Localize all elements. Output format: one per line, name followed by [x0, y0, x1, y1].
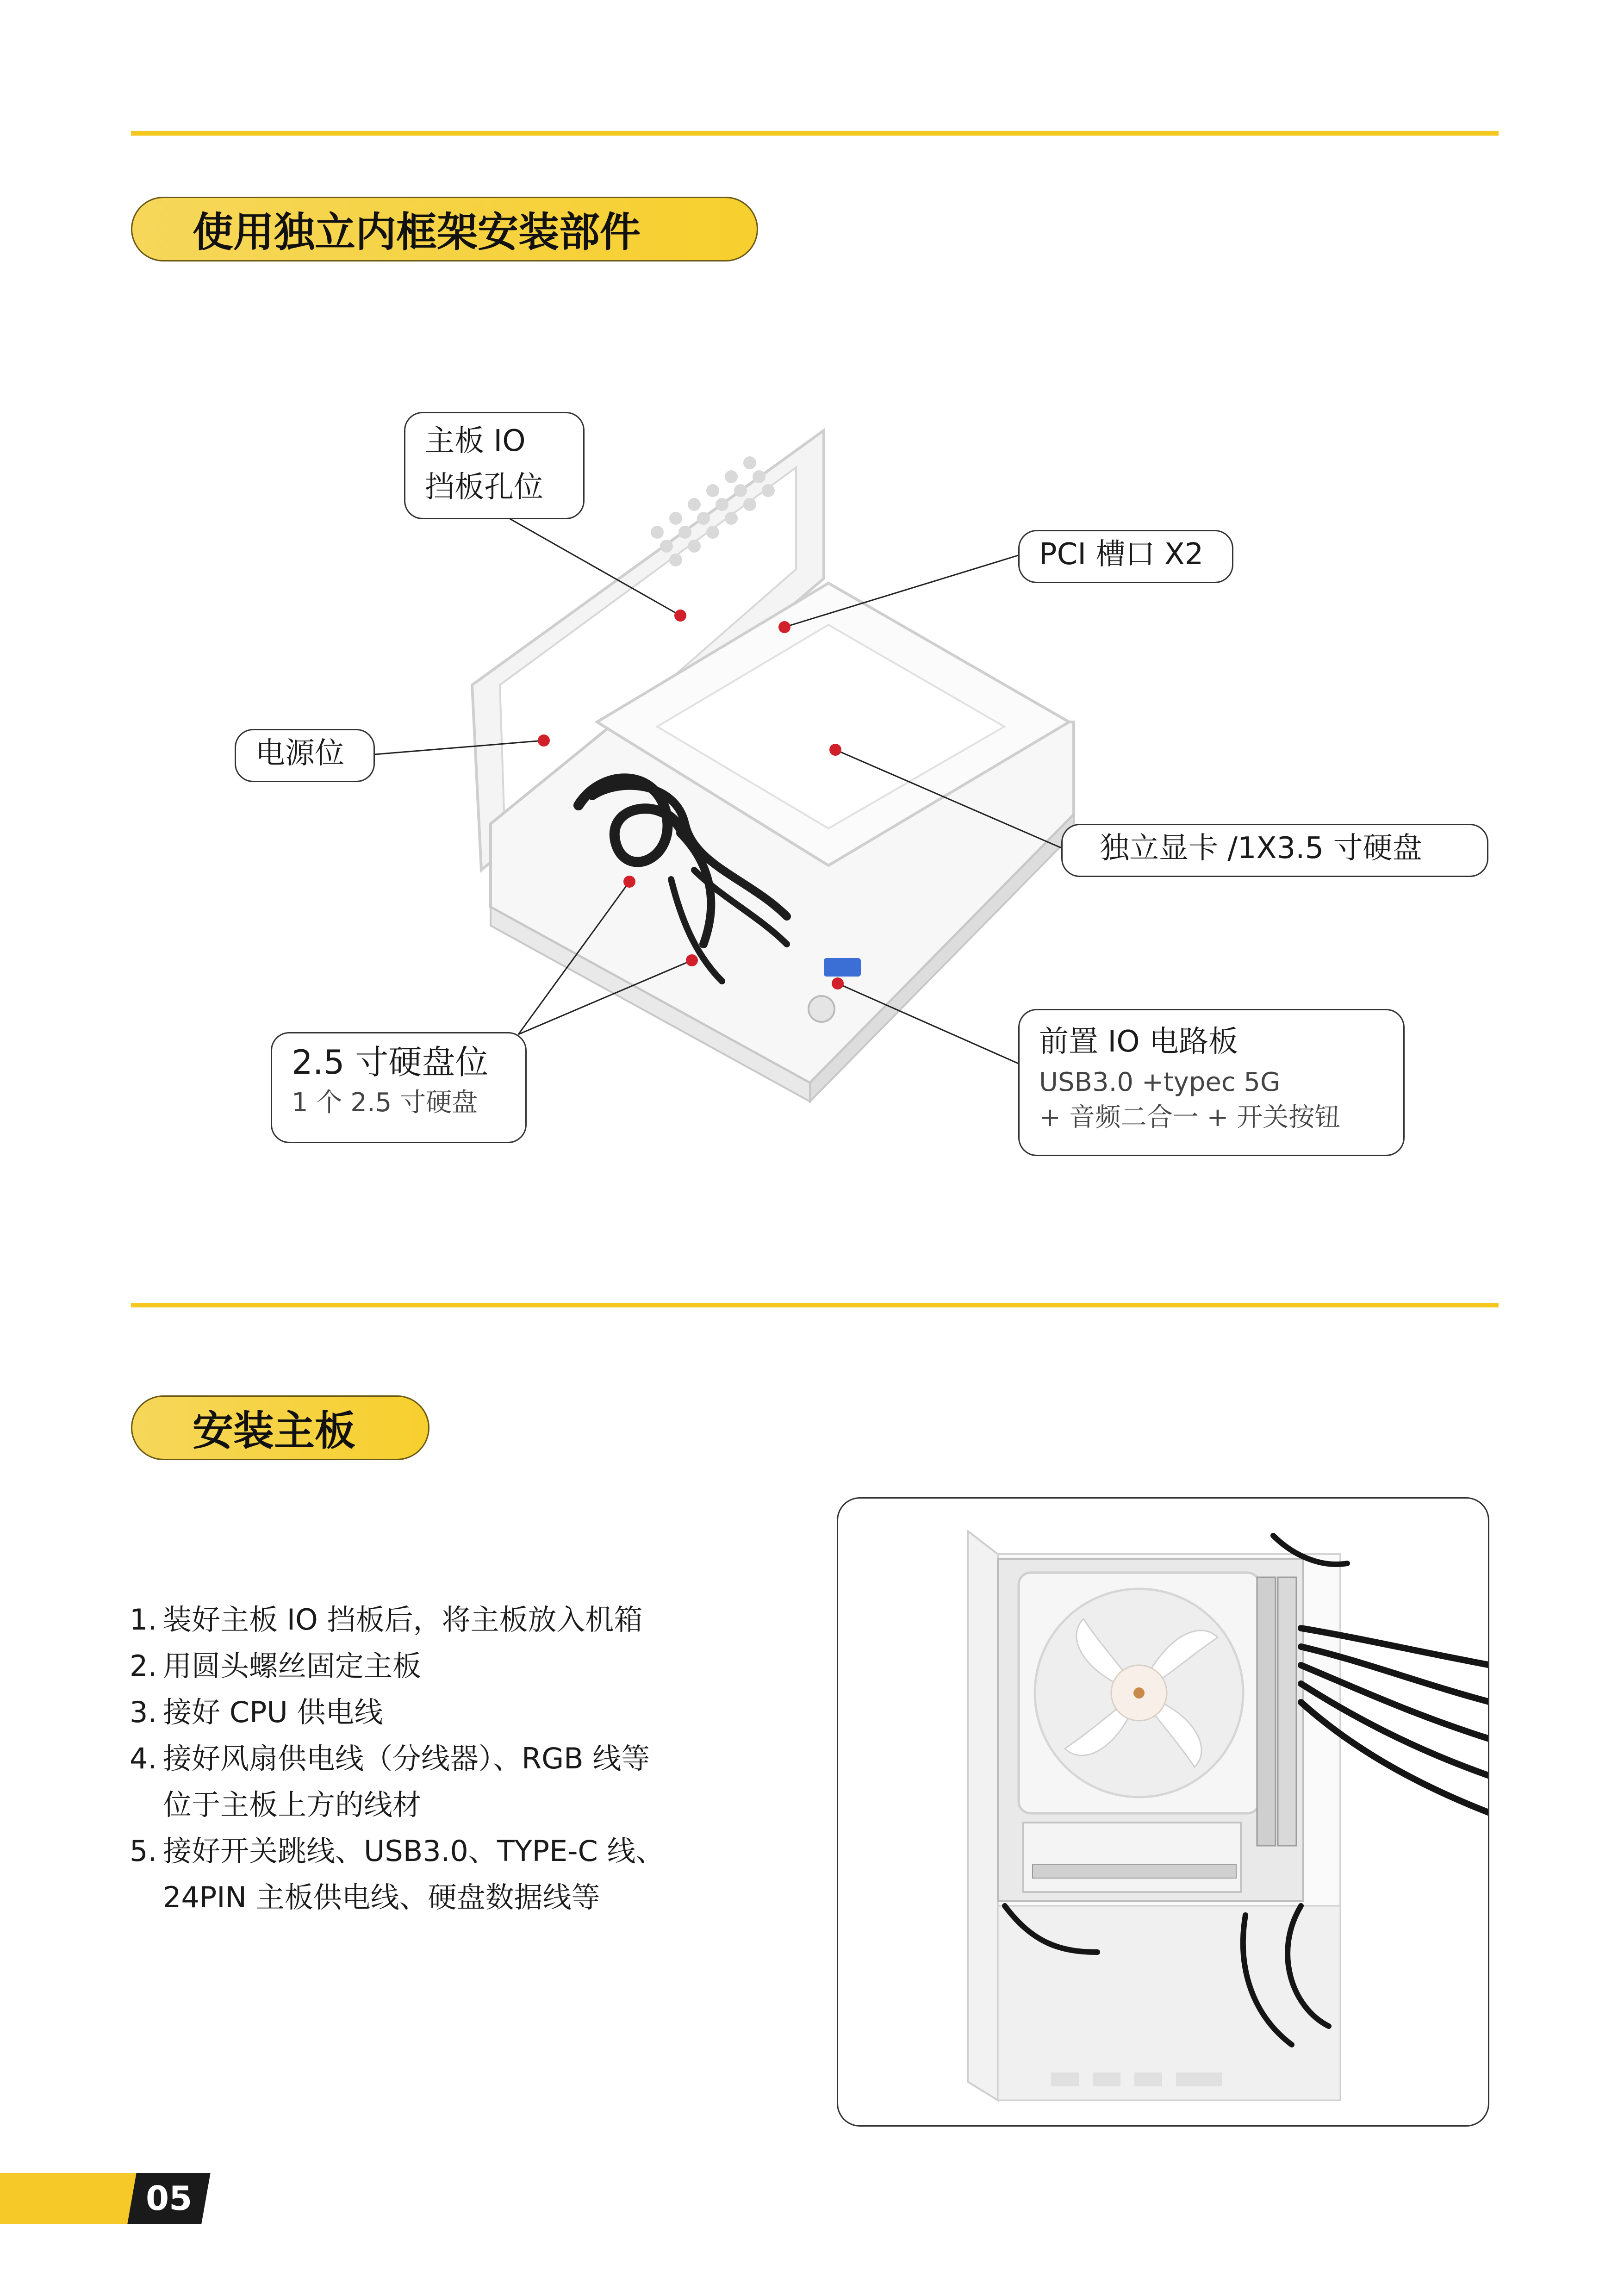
- marker-front-io: [832, 977, 844, 989]
- callout-io-shield-line1: 主板 IO: [425, 424, 526, 458]
- step-item: 4. 接好风扇供电线（分线器）、RGB 线等: [130, 1742, 650, 1775]
- callout-front-io-title: 前置 IO 电路板: [1039, 1025, 1238, 1059]
- step-item-continuation: 24PIN 主板供电线、硬盘数据线等: [163, 1880, 600, 1914]
- step-item: 1. 装好主板 IO 挡板后，将主板放入机箱: [130, 1603, 643, 1636]
- callout-front-io: [1018, 1009, 1405, 1156]
- callout-ssd-title: 2.5 寸硬盘位: [292, 1043, 489, 1082]
- page-number-accent: [0, 2173, 139, 2224]
- callout-front-io-sub1: USB3.0 +typec 5G: [1039, 1067, 1281, 1097]
- step-item: 3. 接好 CPU 供电线: [130, 1695, 383, 1729]
- callout-gpu-label: 独立显卡 /1X3.5 寸硬盘: [1100, 831, 1422, 865]
- callout-gpu: [1061, 824, 1488, 877]
- marker-ssd-1: [623, 876, 635, 888]
- marker-io-shield: [674, 610, 686, 622]
- step-item-continuation: 位于主板上方的线材: [163, 1788, 422, 1822]
- motherboard-photo-frame: [837, 1497, 1489, 2127]
- step-item: 2. 用圆头螺丝固定主板: [130, 1649, 422, 1683]
- marker-pci-slot: [778, 621, 790, 633]
- callout-io-shield-line2: 挡板孔位: [425, 470, 543, 504]
- middle-divider: [131, 1303, 1499, 1307]
- marker-psu: [538, 734, 550, 747]
- section-title: 使用独立内框架安装部件: [193, 208, 641, 256]
- callout-front-io-sub2: + 音频二合一 + 开关按钮: [1039, 1102, 1341, 1132]
- install-steps: [130, 1597, 665, 1921]
- section-title-frame-2: [131, 1395, 429, 1460]
- motherboard-install-photo: [838, 1499, 1489, 2127]
- page-number-tab: [127, 2173, 210, 2224]
- page-number: 05: [145, 2179, 193, 2218]
- step-item: 5. 接好开关跳线、USB3.0、TYPE-C 线、: [130, 1834, 665, 1868]
- callout-psu: [235, 729, 375, 782]
- callout-psu-label: 电源位: [255, 736, 344, 771]
- callout-ssd-sub: 1 个 2.5 寸硬盘: [292, 1088, 478, 1118]
- callout-pci-slot: [1018, 530, 1233, 583]
- callout-io-shield: [404, 412, 585, 519]
- section-title-2: 安装主板: [193, 1407, 356, 1455]
- marker-gpu: [829, 744, 841, 756]
- marker-ssd-2: [686, 954, 698, 966]
- callout-ssd: [271, 1032, 527, 1143]
- callout-pci-slot-label: PCI 槽口 X2: [1039, 537, 1204, 572]
